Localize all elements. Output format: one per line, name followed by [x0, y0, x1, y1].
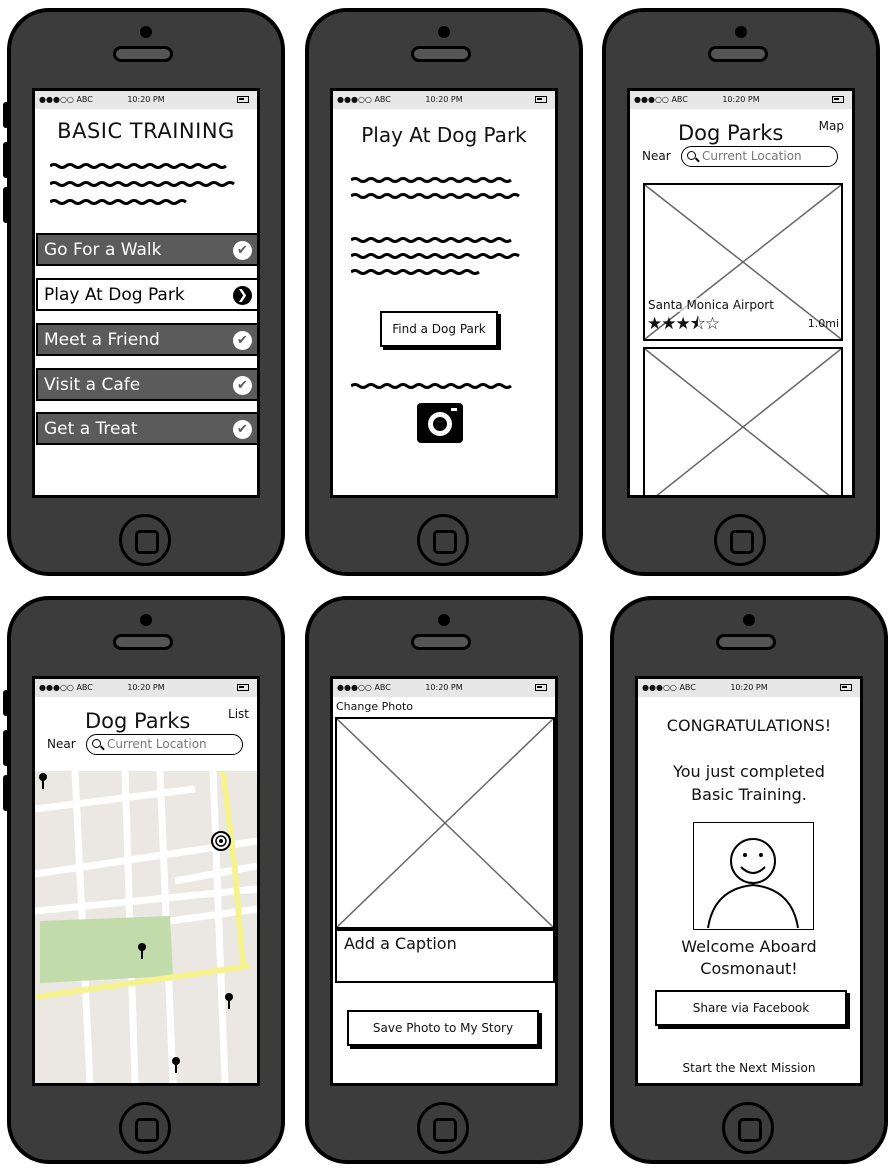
speaker-grille	[708, 46, 768, 62]
park-card[interactable]	[643, 183, 843, 341]
phone-play-at-dog-park	[305, 8, 583, 576]
clock: 10:20 PM	[127, 95, 165, 104]
task-label: Play At Dog Park	[44, 285, 185, 305]
home-button[interactable]	[722, 1102, 774, 1154]
task-label: Get a Treat	[44, 419, 138, 439]
battery-icon	[840, 684, 852, 691]
phone-dog-parks-list	[602, 8, 880, 576]
signal-indicator: ●●●○○ ABC	[642, 683, 696, 692]
search-icon	[92, 739, 101, 748]
screen	[635, 676, 863, 1086]
clock: 10:20 PM	[730, 683, 768, 692]
task-item-friend[interactable]	[36, 323, 259, 356]
page-title: CONGRATULATIONS!	[666, 716, 832, 735]
task-item-treat[interactable]	[36, 412, 259, 445]
battery-icon	[237, 96, 249, 103]
home-button[interactable]	[417, 514, 469, 566]
home-button[interactable]	[714, 514, 766, 566]
checkmark-icon: ✔	[233, 241, 252, 260]
side-button	[3, 775, 9, 811]
clock: 10:20 PM	[425, 683, 463, 692]
phone-basic-training	[7, 8, 285, 576]
home-button[interactable]	[119, 1102, 171, 1154]
camera-dot	[743, 614, 755, 626]
location-search-input[interactable]	[86, 734, 243, 755]
task-item-walk[interactable]	[36, 233, 259, 266]
checkmark-icon: ✔	[233, 376, 252, 395]
clock: 10:20 PM	[127, 683, 165, 692]
clock: 10:20 PM	[722, 95, 760, 104]
completion-text: You just completed	[673, 762, 825, 781]
placeholder-text	[351, 253, 523, 259]
welcome-text: Cosmonaut!	[700, 959, 798, 978]
chevron-right-icon: ❯	[233, 286, 252, 305]
map-toggle-link[interactable]: Map	[818, 119, 844, 133]
screen	[330, 676, 558, 1086]
page-title: Dog Parks	[678, 121, 784, 145]
change-photo-link[interactable]: Change Photo	[336, 700, 413, 713]
phone-congratulations	[610, 596, 888, 1164]
speaker-grille	[113, 46, 173, 62]
camera-dot	[140, 26, 152, 38]
photo-placeholder[interactable]	[335, 717, 555, 929]
task-label: Go For a Walk	[44, 240, 162, 260]
welcome-text: Welcome Aboard	[681, 937, 817, 956]
camera-dot	[735, 26, 747, 38]
task-label: Visit a Cafe	[44, 375, 141, 395]
screen	[32, 676, 260, 1086]
screen	[627, 88, 855, 498]
camera-dot	[140, 614, 152, 626]
signal-indicator: ●●●○○ ABC	[337, 95, 391, 104]
near-label: Near	[47, 737, 76, 751]
status-bar	[333, 91, 555, 109]
screen	[32, 88, 260, 498]
star-rating: ★★★⯪☆	[647, 314, 720, 334]
placeholder-text	[351, 237, 515, 243]
side-button	[3, 690, 9, 716]
caption-input[interactable]	[335, 929, 555, 983]
search-placeholder: Current Location	[107, 737, 207, 751]
speaker-grille	[716, 634, 776, 650]
near-label: Near	[642, 149, 671, 163]
search-placeholder: Current Location	[702, 149, 802, 163]
status-bar	[333, 679, 555, 697]
phone-photo-caption	[305, 596, 583, 1164]
placeholder-text	[50, 163, 230, 169]
placeholder-text	[351, 383, 515, 389]
location-search-input[interactable]	[681, 146, 838, 167]
signal-indicator: ●●●○○ ABC	[39, 683, 93, 692]
page-title: BASIC TRAINING	[57, 119, 235, 143]
map-view[interactable]	[35, 771, 257, 1083]
start-next-mission-link[interactable]: Start the Next Mission	[682, 1061, 816, 1075]
side-button	[3, 142, 9, 178]
signal-indicator: ●●●○○ ABC	[634, 95, 688, 104]
status-bar	[35, 679, 257, 697]
status-bar	[630, 91, 852, 109]
save-photo-button[interactable]: Save Photo to My Story	[347, 1010, 539, 1046]
side-button	[3, 187, 9, 223]
signal-indicator: ●●●○○ ABC	[39, 95, 93, 104]
share-facebook-button[interactable]: Share via Facebook	[655, 990, 847, 1026]
home-button[interactable]	[417, 1102, 469, 1154]
speaker-grille	[411, 634, 471, 650]
camera-icon[interactable]	[417, 403, 463, 443]
camera-dot	[438, 26, 450, 38]
placeholder-text	[50, 181, 240, 187]
camera-dot	[438, 614, 450, 626]
status-bar	[35, 91, 257, 109]
search-icon	[687, 151, 696, 160]
task-item-dog-park[interactable]	[36, 278, 259, 311]
phone-dog-parks-map	[7, 596, 285, 1164]
find-dog-park-button[interactable]: Find a Dog Park	[380, 311, 498, 347]
checkmark-icon: ✔	[233, 331, 252, 350]
placeholder-text	[50, 199, 190, 205]
signal-indicator: ●●●○○ ABC	[337, 683, 391, 692]
completion-text: Basic Training.	[691, 785, 807, 804]
placeholder-text	[351, 177, 515, 183]
page-title: Play At Dog Park	[361, 123, 527, 147]
placeholder-text	[351, 269, 485, 275]
current-location-icon	[212, 832, 230, 850]
task-label: Meet a Friend	[44, 330, 160, 350]
clock: 10:20 PM	[425, 95, 463, 104]
list-toggle-link[interactable]: List	[228, 707, 249, 721]
placeholder-text	[351, 193, 523, 199]
battery-icon	[535, 684, 547, 691]
task-item-cafe[interactable]	[36, 368, 259, 401]
park-card[interactable]	[643, 347, 843, 498]
speaker-grille	[411, 46, 471, 62]
speaker-grille	[113, 634, 173, 650]
screen	[330, 88, 558, 498]
status-bar	[638, 679, 860, 697]
park-name: Santa Monica Airport	[648, 298, 774, 312]
battery-icon	[237, 684, 249, 691]
battery-icon	[832, 96, 844, 103]
battery-icon	[535, 96, 547, 103]
side-button	[3, 730, 9, 766]
caption-placeholder: Add a Caption	[344, 934, 457, 953]
page-title: Dog Parks	[85, 709, 191, 733]
home-button[interactable]	[119, 514, 171, 566]
checkmark-icon: ✔	[233, 420, 252, 439]
side-button	[3, 102, 9, 128]
avatar	[693, 822, 814, 930]
park-distance: 1.0mi	[807, 317, 839, 330]
